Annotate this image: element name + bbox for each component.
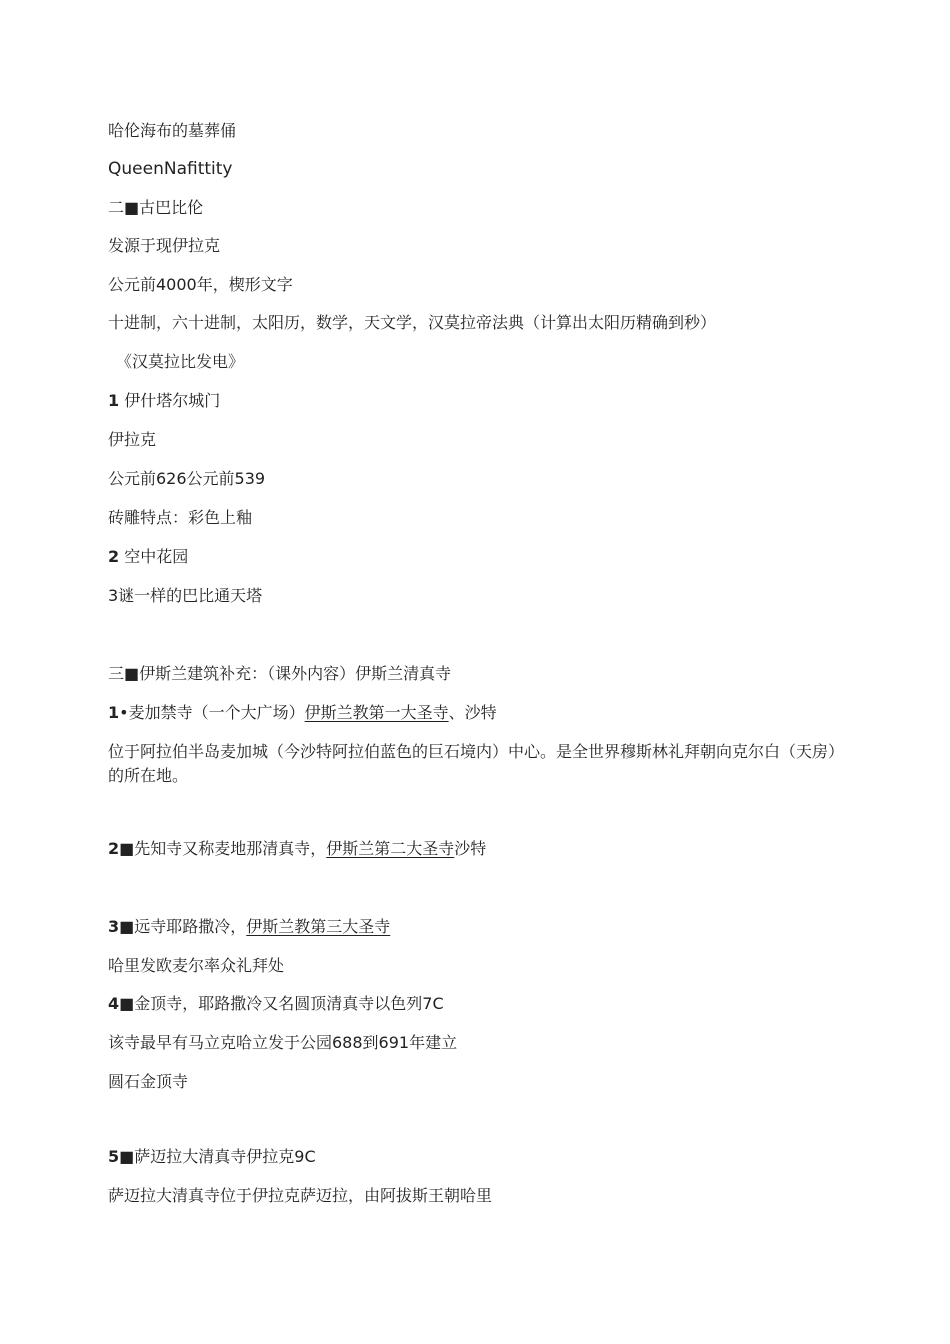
text-line-tomb-figurine: [108, 120, 236, 142]
line-text: ■萨迈拉大清真寺伊拉克9C: [119, 1147, 316, 1166]
line-text: 该寺最早有马立克哈立发于公园688到691年建立: [108, 1033, 458, 1052]
line-text: 三■伊斯兰建筑补充：（课外内容）伊斯兰清真寺: [108, 664, 452, 683]
item-number: 5: [108, 1147, 120, 1166]
list-item-mecca: [108, 702, 497, 724]
text-line-iraq: [108, 429, 156, 451]
line-text: 伊拉克: [108, 430, 157, 449]
line-text: ■远寺耶路撒冷，: [119, 917, 247, 936]
line-text: 伊什塔尔城门: [124, 391, 221, 410]
text-line-achievements: [108, 312, 716, 334]
text-line-cuneiform: [108, 274, 293, 296]
line-text: 哈里发欧麦尔率众礼拜处: [108, 956, 285, 975]
text-line-samarra-desc: [108, 1185, 492, 1207]
line-text: 《汉莫拉比发电》: [116, 352, 245, 371]
line-text: 空中花园: [124, 547, 189, 566]
text-line-brick-carving: [108, 507, 252, 529]
line-text: •麦加禁寺（一个大广场）: [119, 703, 305, 722]
line-text: 发源于现伊拉克: [108, 236, 221, 255]
line-text: 3谜一样的巴比通天塔: [108, 586, 263, 605]
list-item-al-aqsa: [108, 916, 390, 938]
line-text: 沙特: [454, 839, 487, 858]
text-line-construction: [108, 1032, 457, 1054]
item-number: 1: [108, 703, 120, 722]
underlined-text: 伊斯兰第二大圣寺: [326, 839, 455, 858]
list-item-samarra: [108, 1146, 316, 1168]
text-line-dates: [108, 468, 265, 490]
paragraph-mecca: [108, 740, 838, 788]
item-number: 2: [108, 547, 120, 566]
list-item-dome-of-rock: [108, 993, 444, 1015]
text-line-caliph: [108, 955, 284, 977]
underlined-text: 伊斯兰教第一大圣寺: [304, 703, 449, 722]
text-line-queen: [108, 158, 232, 180]
line-text: ■金顶寺，耶路撒冷又名圆顶清真寺以色列7C: [119, 994, 444, 1013]
list-item-ishtar-gate: [108, 390, 220, 412]
line-text: ■先知寺又称麦地那清真寺，: [119, 839, 327, 858]
line-text: 十进制，六十进制，太阳历，数学，天文学，汉莫拉帝法典（计算出太阳历精确到秒）: [108, 313, 717, 332]
list-item-babel-tower: [108, 585, 262, 607]
item-number: 4: [108, 994, 120, 1013]
line-text: 、沙特: [448, 703, 497, 722]
item-number: 3: [108, 917, 120, 936]
text-line-round-stone: [108, 1071, 188, 1093]
line-text: 萨迈拉大清真寺位于伊拉克萨迈拉，由阿拔斯王朝哈里: [108, 1186, 493, 1205]
item-number: 1: [108, 391, 120, 410]
line-text: 砖雕特点：彩色上釉: [108, 508, 253, 527]
underlined-text: 伊斯兰教第三大圣寺: [246, 917, 391, 936]
list-item-hanging-gardens: [108, 546, 188, 568]
item-number: 2: [108, 839, 120, 858]
line-text: 圆石金顶寺: [108, 1072, 189, 1091]
line-text: QueenNafittity: [108, 159, 233, 179]
line-text: 公元前4000年，楔形文字: [108, 275, 293, 294]
text-line-hammurabi: [116, 351, 244, 373]
line-text: 位于阿拉伯半岛麦加城（今沙特阿拉伯蓝色的巨石境内）中心。是全世界穆斯林礼拜朝向克尔白（天房）的所在地。: [108, 742, 837, 785]
line-text: 哈伦海布的墓葬俑: [108, 121, 237, 140]
section-heading-islamic: [108, 663, 451, 685]
text-line-origin: [108, 235, 220, 257]
line-text: 二■古巴比伦: [108, 198, 204, 217]
list-item-medina: [108, 838, 486, 860]
section-heading-babylon: [108, 197, 203, 219]
line-text: 公元前626公元前539: [108, 469, 266, 488]
